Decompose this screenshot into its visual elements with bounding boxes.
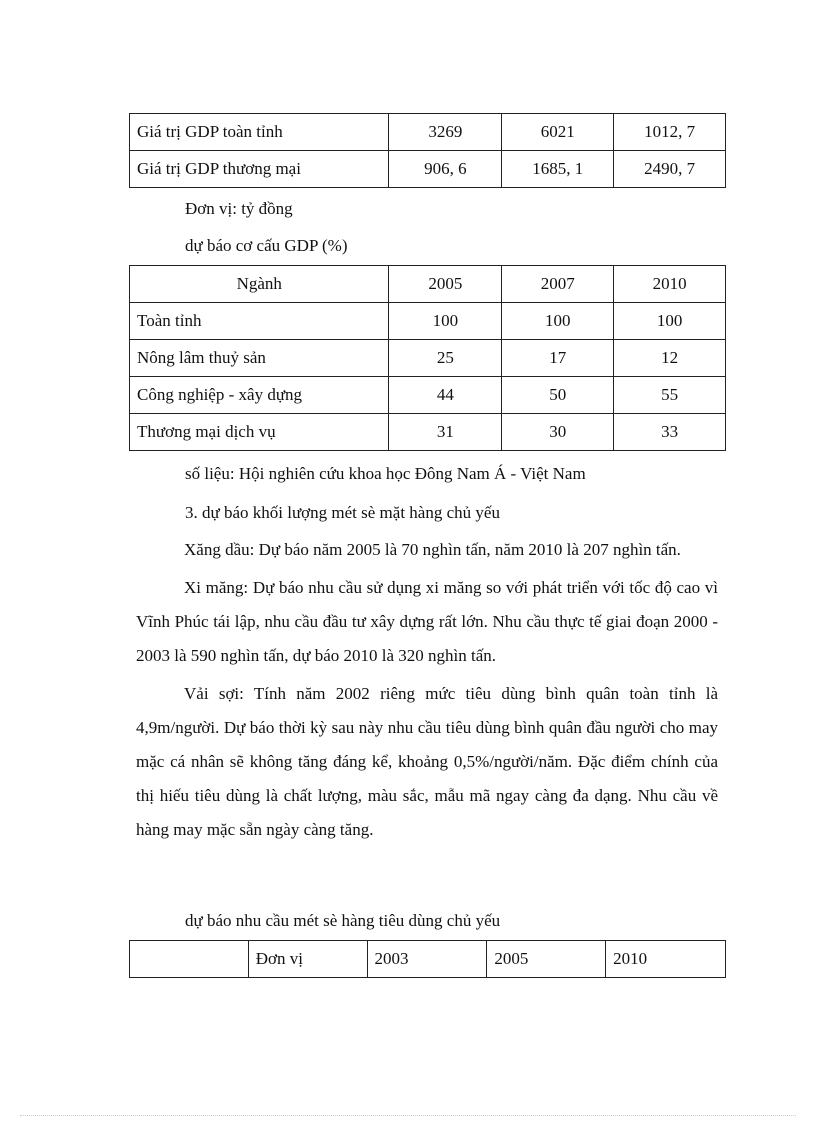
column-header: 2007 [502,266,614,303]
cell-value: 17 [502,340,614,377]
demand-title: dự báo nhu cầu mét sè hàng tiêu dùng chủ yếu [185,911,501,930]
column-header: 2005 [487,941,606,978]
cell-value: 100 [614,303,726,340]
cell-value: 44 [389,377,502,414]
cell-value: 50 [502,377,614,414]
table-row [130,340,726,377]
cell-value: 100 [502,303,614,340]
cell-value: 1012, 7 [614,114,726,151]
table-row [130,114,726,151]
demand-table [129,940,726,978]
table-row [130,151,726,188]
gdp-structure-table [129,265,726,451]
cell-value: 1685, 1 [502,151,614,188]
row-label: Thương mại dịch vụ [130,414,389,451]
cell-value: 6021 [502,114,614,151]
paragraph-xi-mang: Xi măng: Dự báo nhu cầu sử dụng xi măng so với phát triển với tốc độ cao vì Vĩnh Phúc tái lập, nhu cầu đầu tư xây dựng rất lớn. Nhu cầu thực tế giai đoạn 2000 - 2003 là 590 nghìn tấn, dự báo 2010 là 320 nghìn tấn. [136,578,718,665]
cell-value: 33 [614,414,726,451]
paragraph-vai-soi: Vải sợi: Tính năm 2002 riêng mức tiêu dùng bình quân toàn tỉnh là 4,9m/người. Dự báo thời kỳ sau này nhu cầu tiêu dùng bình quân đầu người cho may mặc cá nhân sẽ không tăng đáng kể, khoảng 0,5%/người/năm. Đặc điểm chính của thị hiếu tiêu dùng là chất lượng, màu sắc, mẫu mã ngay càng đa dạng. Nhu cầu về hàng may mặc sẵn ngày càng tăng. [136,684,718,839]
cell-value: 30 [502,414,614,451]
row-label: Nông lâm thuỷ sản [130,340,389,377]
structure-title: dự báo cơ cấu GDP (%) [185,236,348,255]
cell-value: 100 [389,303,502,340]
column-header [130,941,249,978]
section-heading: 3. dự báo khối lượng mét sè mặt hàng chủ yếu [185,503,500,522]
row-label: Giá trị GDP thương mại [130,151,389,188]
column-header: Ngành [130,266,389,303]
column-header: 2005 [389,266,502,303]
column-header: Đơn vị [248,941,367,978]
cell-value: 55 [614,377,726,414]
body-text [136,533,718,847]
row-label: Toàn tỉnh [130,303,389,340]
page-bottom-divider [20,1115,796,1116]
cell-value: 906, 6 [389,151,502,188]
cell-value: 3269 [389,114,502,151]
table-header-row [130,941,726,978]
row-label: Giá trị GDP toàn tỉnh [130,114,389,151]
column-header: 2010 [614,266,726,303]
column-header: 2010 [606,941,726,978]
paragraph-xang-dau: Xăng dầu: Dự báo năm 2005 là 70 nghìn tấn, năm 2010 là 207 nghìn tấn. [184,540,681,559]
gdp-value-table [129,113,726,188]
table-header-row [130,266,726,303]
source-note: số liệu: Hội nghiên cứu khoa học Đông Nam Á - Việt Nam [185,464,586,483]
table-row [130,414,726,451]
cell-value: 31 [389,414,502,451]
row-label: Công nghiệp - xây dựng [130,377,389,414]
cell-value: 25 [389,340,502,377]
column-header: 2003 [367,941,487,978]
table-row [130,303,726,340]
cell-value: 2490, 7 [614,151,726,188]
table-row [130,377,726,414]
cell-value: 12 [614,340,726,377]
unit-note: Đơn vị: tỷ đồng [185,199,293,218]
